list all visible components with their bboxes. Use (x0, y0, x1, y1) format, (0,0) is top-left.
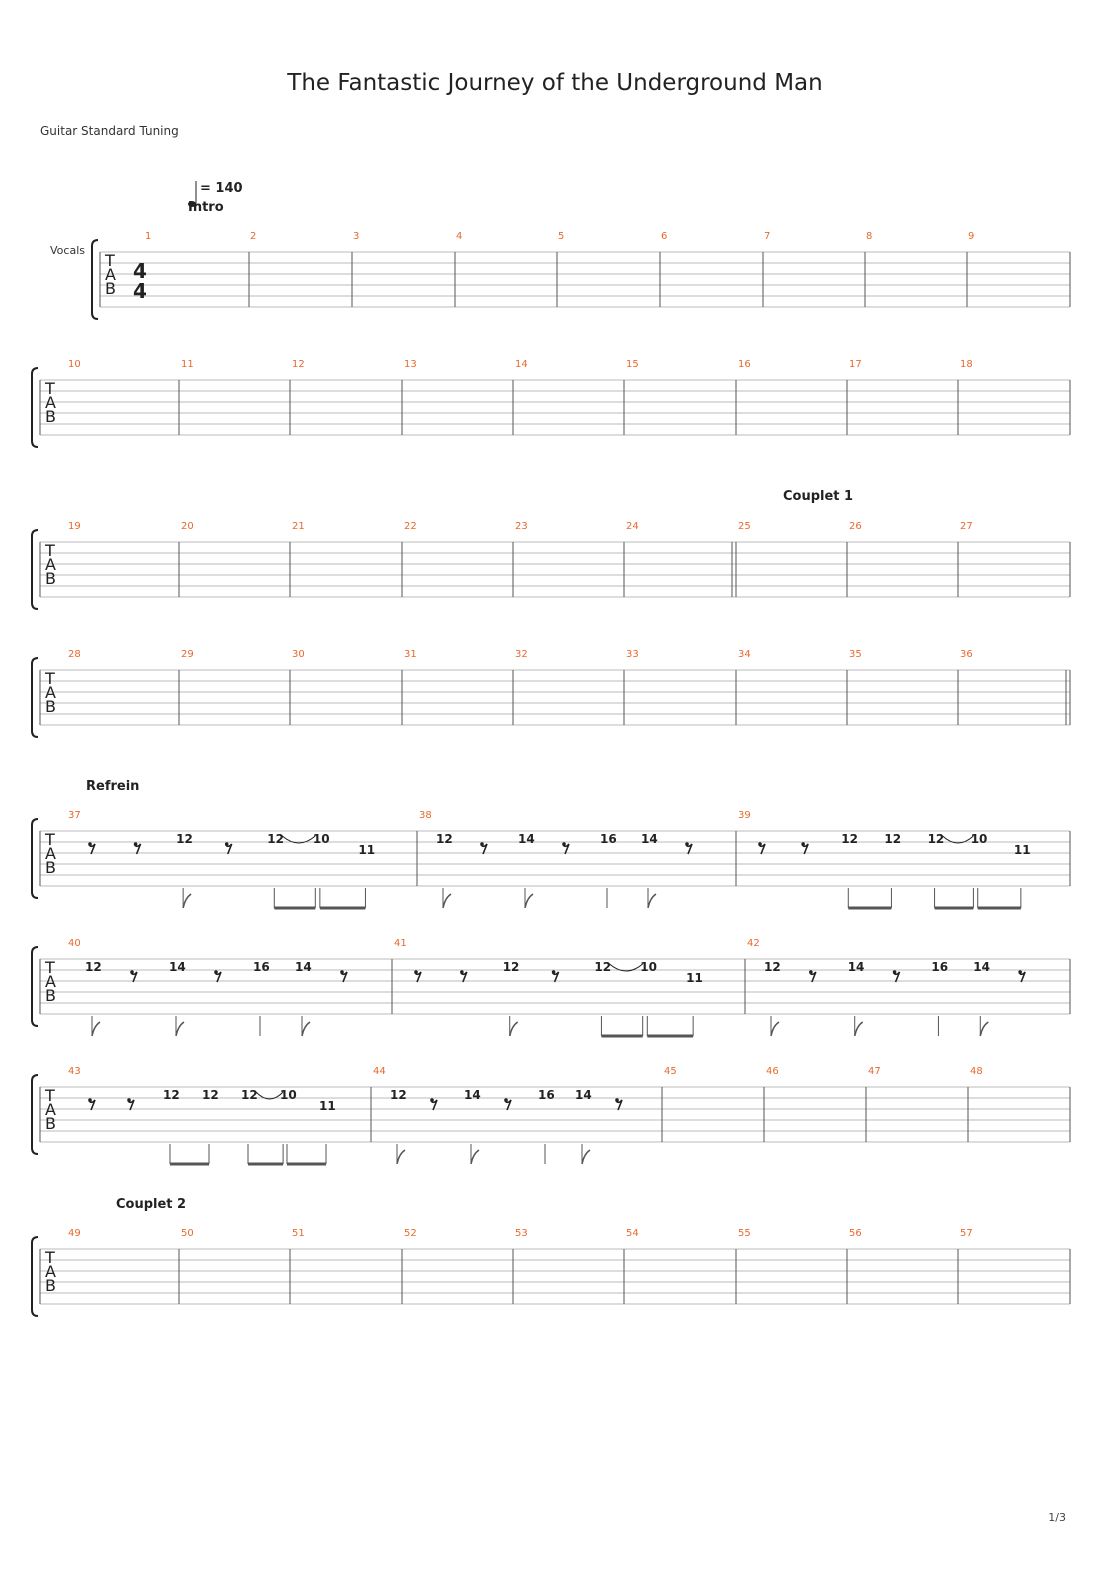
eighth-rest-dot (214, 970, 218, 974)
measure-number: 50 (181, 1228, 194, 1239)
eighth-rest-dot (1018, 970, 1022, 974)
measure-number: 37 (68, 810, 81, 821)
fret-number: 10 (970, 832, 988, 846)
note-flag (648, 894, 656, 908)
note-flag (397, 1150, 405, 1164)
note-flag (855, 1022, 863, 1036)
note-flag (92, 1022, 100, 1036)
measure-number: 23 (515, 521, 528, 532)
tab-letter: A (45, 1100, 56, 1119)
tab-letter: B (45, 858, 56, 877)
measure-number: 4 (456, 231, 463, 242)
fret-number: 14 (575, 1088, 592, 1102)
tab-letter: A (105, 265, 116, 284)
tab-letter: T (45, 1248, 55, 1267)
system-brace (32, 1237, 38, 1316)
fret-number: 16 (931, 960, 949, 974)
tab-letter: B (45, 986, 56, 1005)
measure-number: 45 (664, 1066, 677, 1077)
measure-number: 20 (181, 521, 194, 532)
eighth-rest-dot (480, 842, 484, 846)
fret-number: 16 (253, 960, 270, 974)
measure-number: 2 (250, 231, 257, 242)
staff-systems (32, 231, 1070, 1316)
tab-letter: A (45, 972, 56, 991)
song-title: The Fantastic Journey of the Underground Man (287, 70, 823, 96)
fret-number: 10 (312, 832, 330, 846)
fret-number: 12 (241, 1088, 258, 1102)
tab-letter: T (45, 830, 55, 849)
measure-number: 18 (960, 359, 973, 370)
measure-number: 48 (970, 1066, 983, 1077)
note-flag (771, 1022, 779, 1036)
staff-system (32, 359, 1070, 447)
measure-number: 26 (849, 521, 862, 532)
fret-number: 11 (686, 971, 703, 985)
time-signature-bottom: 4 (133, 279, 147, 303)
staff-system (32, 521, 1070, 609)
measure-number: 12 (292, 359, 305, 370)
measure-number: 35 (849, 649, 862, 660)
staff-system (32, 810, 1070, 908)
tempo-marking: = 140 (200, 181, 243, 196)
staff-system (32, 649, 1070, 737)
measure-number: 57 (960, 1228, 973, 1239)
fret-number: 12 (841, 832, 858, 846)
measure-number: 28 (68, 649, 81, 660)
measure-number: 42 (747, 938, 760, 949)
section-refrein: Refrein (86, 779, 140, 794)
fret-number: 10 (280, 1088, 297, 1102)
tab-letter: T (45, 958, 55, 977)
eighth-rest-dot (552, 970, 556, 974)
measure-number: 33 (626, 649, 639, 660)
eighth-rest-dot (801, 842, 805, 846)
tab-letter: B (45, 1276, 56, 1295)
fret-number: 12 (176, 832, 193, 846)
fret-number: 11 (1013, 843, 1031, 857)
tab-letter: B (45, 569, 56, 588)
system-brace (32, 819, 38, 898)
measure-number: 3 (353, 231, 360, 242)
system-brace (32, 947, 38, 1026)
measure-number: 27 (960, 521, 973, 532)
measure-number: 46 (766, 1066, 779, 1077)
eighth-rest-dot (460, 970, 464, 974)
note-flag (443, 894, 451, 908)
fret-number: 12 (163, 1088, 180, 1102)
system-brace (32, 1075, 38, 1154)
measure-number: 31 (404, 649, 417, 660)
fret-number: 16 (600, 832, 617, 846)
measure-number: 38 (419, 810, 432, 821)
eighth-rest-dot (130, 970, 134, 974)
staff-system (92, 231, 1070, 319)
system-brace (92, 240, 98, 319)
tab-letter: A (45, 393, 56, 412)
fret-number: 12 (267, 832, 284, 846)
measure-number: 54 (626, 1228, 639, 1239)
tab-letter: A (45, 844, 56, 863)
measure-number: 10 (68, 359, 81, 370)
measure-number: 52 (404, 1228, 417, 1239)
eighth-rest-dot (758, 842, 762, 846)
fret-number: 14 (847, 960, 865, 974)
eighth-rest-dot (88, 1098, 92, 1102)
tab-letter: B (45, 407, 56, 426)
eighth-rest-dot (504, 1098, 508, 1102)
fret-number: 12 (390, 1088, 407, 1102)
note-flag (510, 1022, 518, 1036)
fret-number: 12 (85, 960, 102, 974)
fret-number: 12 (594, 960, 612, 974)
system-brace (32, 530, 38, 609)
measure-number: 53 (515, 1228, 528, 1239)
tab-letter: T (105, 251, 115, 270)
tab-letter: T (45, 669, 55, 688)
instrument-label: Vocals (50, 244, 85, 257)
note-flag (183, 894, 191, 908)
fret-number: 12 (764, 960, 781, 974)
note-flag (176, 1022, 184, 1036)
tab-letter: B (45, 697, 56, 716)
fret-number: 16 (538, 1088, 555, 1102)
measure-number: 1 (145, 231, 152, 242)
measure-number: 44 (373, 1066, 386, 1077)
tab-letter: A (45, 683, 56, 702)
system-brace (32, 658, 38, 737)
measure-number: 43 (68, 1066, 81, 1077)
fret-number: 11 (319, 1099, 336, 1113)
fret-number: 11 (358, 843, 376, 857)
staff-system (32, 1228, 1070, 1316)
measure-number: 24 (626, 521, 639, 532)
measure-number: 19 (68, 521, 81, 532)
fret-number: 14 (295, 960, 312, 974)
eighth-rest-dot (615, 1098, 619, 1102)
fret-number: 12 (927, 832, 945, 846)
measure-number: 5 (558, 231, 565, 242)
section-couplet-2: Couplet 2 (116, 1197, 187, 1212)
tab-letter: A (45, 1262, 56, 1281)
fret-number: 12 (884, 832, 902, 846)
measure-number: 8 (866, 231, 873, 242)
measure-number: 55 (738, 1228, 751, 1239)
eighth-rest-dot (562, 842, 566, 846)
measure-number: 40 (68, 938, 81, 949)
measure-number: 9 (968, 231, 975, 242)
measure-number: 41 (394, 938, 407, 949)
measure-number: 25 (738, 521, 751, 532)
tuning-label: Guitar Standard Tuning (40, 124, 179, 138)
eighth-rest-dot (893, 970, 897, 974)
measure-number: 21 (292, 521, 305, 532)
staff-system (32, 938, 1070, 1036)
measure-number: 7 (764, 231, 771, 242)
eighth-rest-dot (430, 1098, 434, 1102)
fret-number: 12 (502, 960, 520, 974)
measure-number: 34 (738, 649, 751, 660)
tab-letter: T (45, 1086, 55, 1105)
eighth-rest-dot (414, 970, 418, 974)
measure-number: 29 (181, 649, 194, 660)
eighth-rest-dot (127, 1098, 131, 1102)
measure-number: 11 (181, 359, 194, 370)
eighth-rest-dot (685, 842, 689, 846)
fret-number: 10 (640, 960, 657, 974)
note-flag (302, 1022, 310, 1036)
fret-number: 14 (464, 1088, 481, 1102)
measure-number: 51 (292, 1228, 305, 1239)
measure-number: 16 (738, 359, 751, 370)
system-brace (32, 368, 38, 447)
fret-number: 14 (973, 960, 990, 974)
page-number: 1/3 (1048, 1511, 1066, 1524)
staff-system (32, 1066, 1070, 1164)
measure-number: 13 (404, 359, 417, 370)
measure-number: 14 (515, 359, 528, 370)
fret-number: 12 (436, 832, 453, 846)
section-intro: Intro (188, 200, 224, 215)
time-signature-top: 4 (133, 259, 147, 283)
note-flag (582, 1150, 590, 1164)
measure-number: 6 (661, 231, 668, 242)
fret-number: 14 (169, 960, 186, 974)
note-flag (980, 1022, 988, 1036)
tab-letter: T (45, 541, 55, 560)
measure-number: 47 (868, 1066, 881, 1077)
fret-number: 14 (641, 832, 658, 846)
eighth-rest-dot (809, 970, 813, 974)
measure-number: 56 (849, 1228, 862, 1239)
note-flag (525, 894, 533, 908)
note-flag (471, 1150, 479, 1164)
measure-number: 30 (292, 649, 305, 660)
fret-number: 14 (518, 832, 535, 846)
eighth-rest-dot (340, 970, 344, 974)
tab-letter: A (45, 555, 56, 574)
measure-number: 17 (849, 359, 862, 370)
tab-letter: T (45, 379, 55, 398)
measure-number: 15 (626, 359, 639, 370)
measure-number: 39 (738, 810, 751, 821)
eighth-rest-dot (88, 842, 92, 846)
measure-number: 22 (404, 521, 417, 532)
tab-letter: B (45, 1114, 56, 1133)
fret-number: 12 (202, 1088, 219, 1102)
tab-letter: B (105, 279, 116, 298)
measure-number: 32 (515, 649, 528, 660)
measure-number: 36 (960, 649, 973, 660)
eighth-rest-dot (134, 842, 138, 846)
section-couplet-1: Couplet 1 (783, 489, 854, 504)
eighth-rest-dot (225, 842, 229, 846)
measure-number: 49 (68, 1228, 81, 1239)
